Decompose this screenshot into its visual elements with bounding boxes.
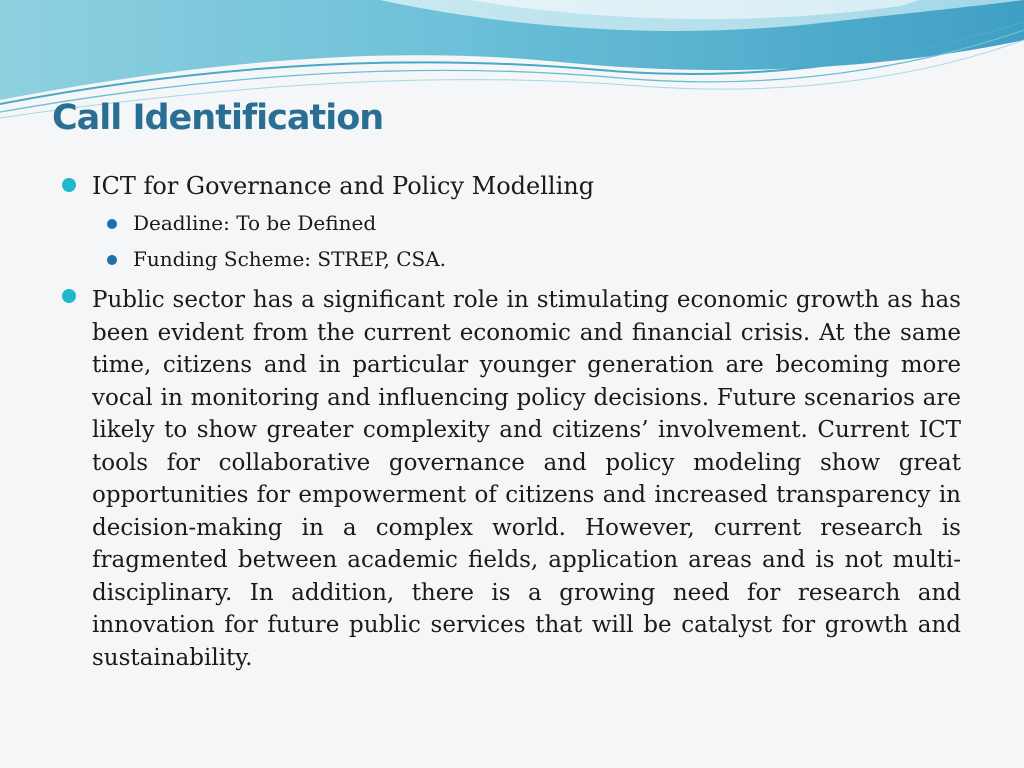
sub-bullet-deadline: Deadline: To be Defined [133, 211, 377, 235]
sub-bullet-icon [107, 219, 117, 229]
bullet-text-ict-governance: ICT for Governance and Policy Modelling [92, 172, 595, 200]
slide-title: Call Identification [52, 98, 384, 138]
bullet-text-public-sector-paragraph: Public sector has a significant role in stimulating economic growth as has been evident from the current economic and financial crisis. At the same time, citizens and in particular younger generation are becoming more vocal in monitoring and influencing policy decisions. Future scenarios are likely to show greater complexity and citizens’ involvement. Current ICT tools for collaborative governance and policy modeling show great opportunities for empowerment of citizens and increased transparency in decision-making in a complex world. However, current research is fragmented between academic fields, application areas and is not multi-disciplinary. In addition, there is a growing need for research and innovation for future public services that will be catalyst for growth and sustainability. [92, 287, 961, 671]
bullet-icon [62, 178, 76, 192]
sub-bullet-funding-scheme: Funding Scheme: STREP, CSA. [133, 247, 447, 271]
bullet-icon [62, 289, 76, 303]
sub-bullet-icon [107, 255, 117, 265]
